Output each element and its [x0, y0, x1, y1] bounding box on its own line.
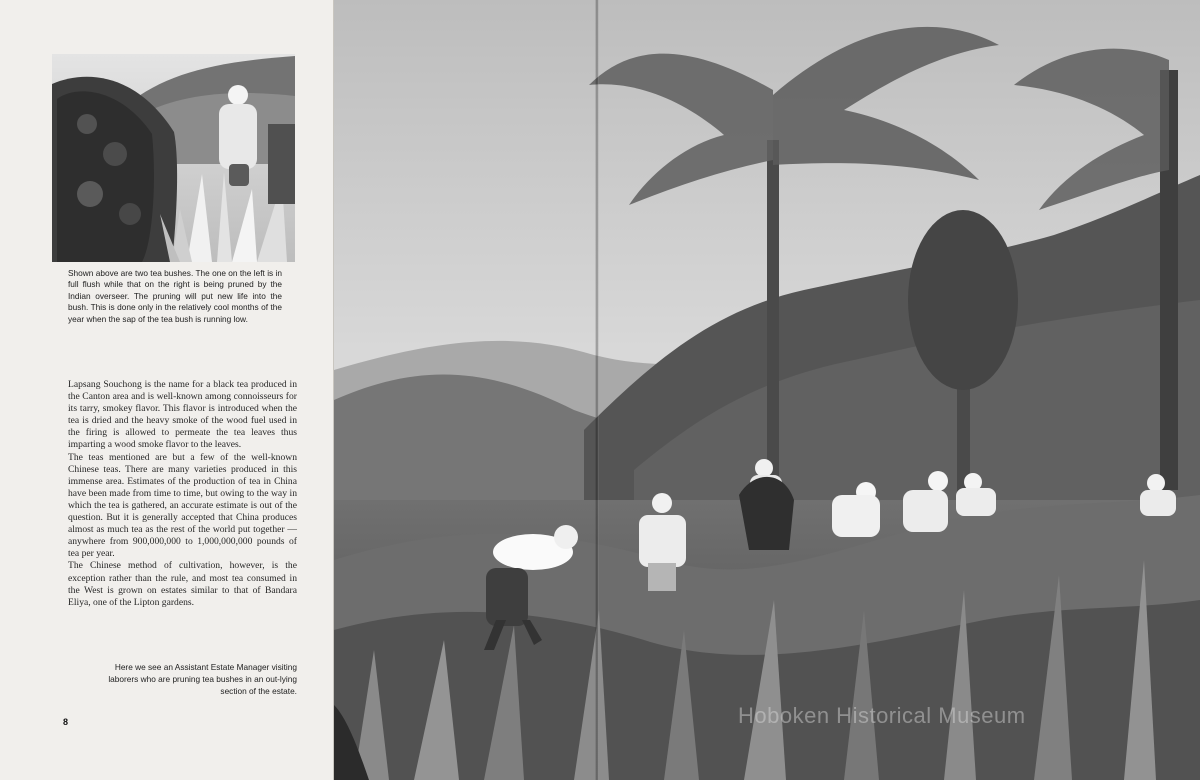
article-paragraph-1: Lapsang Souchong is the name for a black tea produced in the Canton area and is well-known among connoisseurs for its tarry, smokey flavor. This flavor is introduced when the tea is dried and the heavy smoke of the wood fuel used in the firing is allowed to permeate the tea leaves thus imparting a wood smoke flavor to the leaves. — [68, 379, 297, 451]
page-number: 8 — [63, 717, 69, 727]
tea-bushes-photo-icon — [52, 54, 295, 262]
article-body — [68, 379, 297, 609]
left-text-page — [0, 0, 334, 780]
article-paragraph-3: The Chinese method of cultivation, however, is the exception rather than the rule, and most tea consumed in the West is grown on estates similar to that of Bandara Eliya, one of the Lipton gardens. — [68, 560, 297, 608]
watermark: Hoboken Historical Museum — [738, 703, 1026, 728]
estate-laborers-photo — [334, 0, 1200, 780]
top-photo-caption: Shown above are two tea bushes. The one on the left is in full flush while that on the right is being pruned by the Indian overseer. The pruning will put new life into the bush. This is done only in the relatively cool months of the year when the sap of the tea bush is running low. — [68, 268, 282, 324]
tea-bushes-photo — [52, 54, 295, 262]
estate-laborers-photo-icon — [334, 0, 1200, 780]
main-photo-caption: Here we see an Assistant Estate Manager visiting laborers who are pruning tea bushes in an out-lying section of the estate. — [108, 662, 297, 697]
article-paragraph-2: The teas mentioned are but a few of the well-known Chinese teas. There are many varieties produced in this immense area. Estimates of the production of tea in China have been made from time to time, but owing to the way in which the tea is gathered, an accurate estimate is out of the question. But it is generally accepted that China produces almost as much tea as the rest of the world put together — anywhere from 900,000,000 to 1,000,000,000 pounds of tea per year. — [68, 451, 297, 560]
